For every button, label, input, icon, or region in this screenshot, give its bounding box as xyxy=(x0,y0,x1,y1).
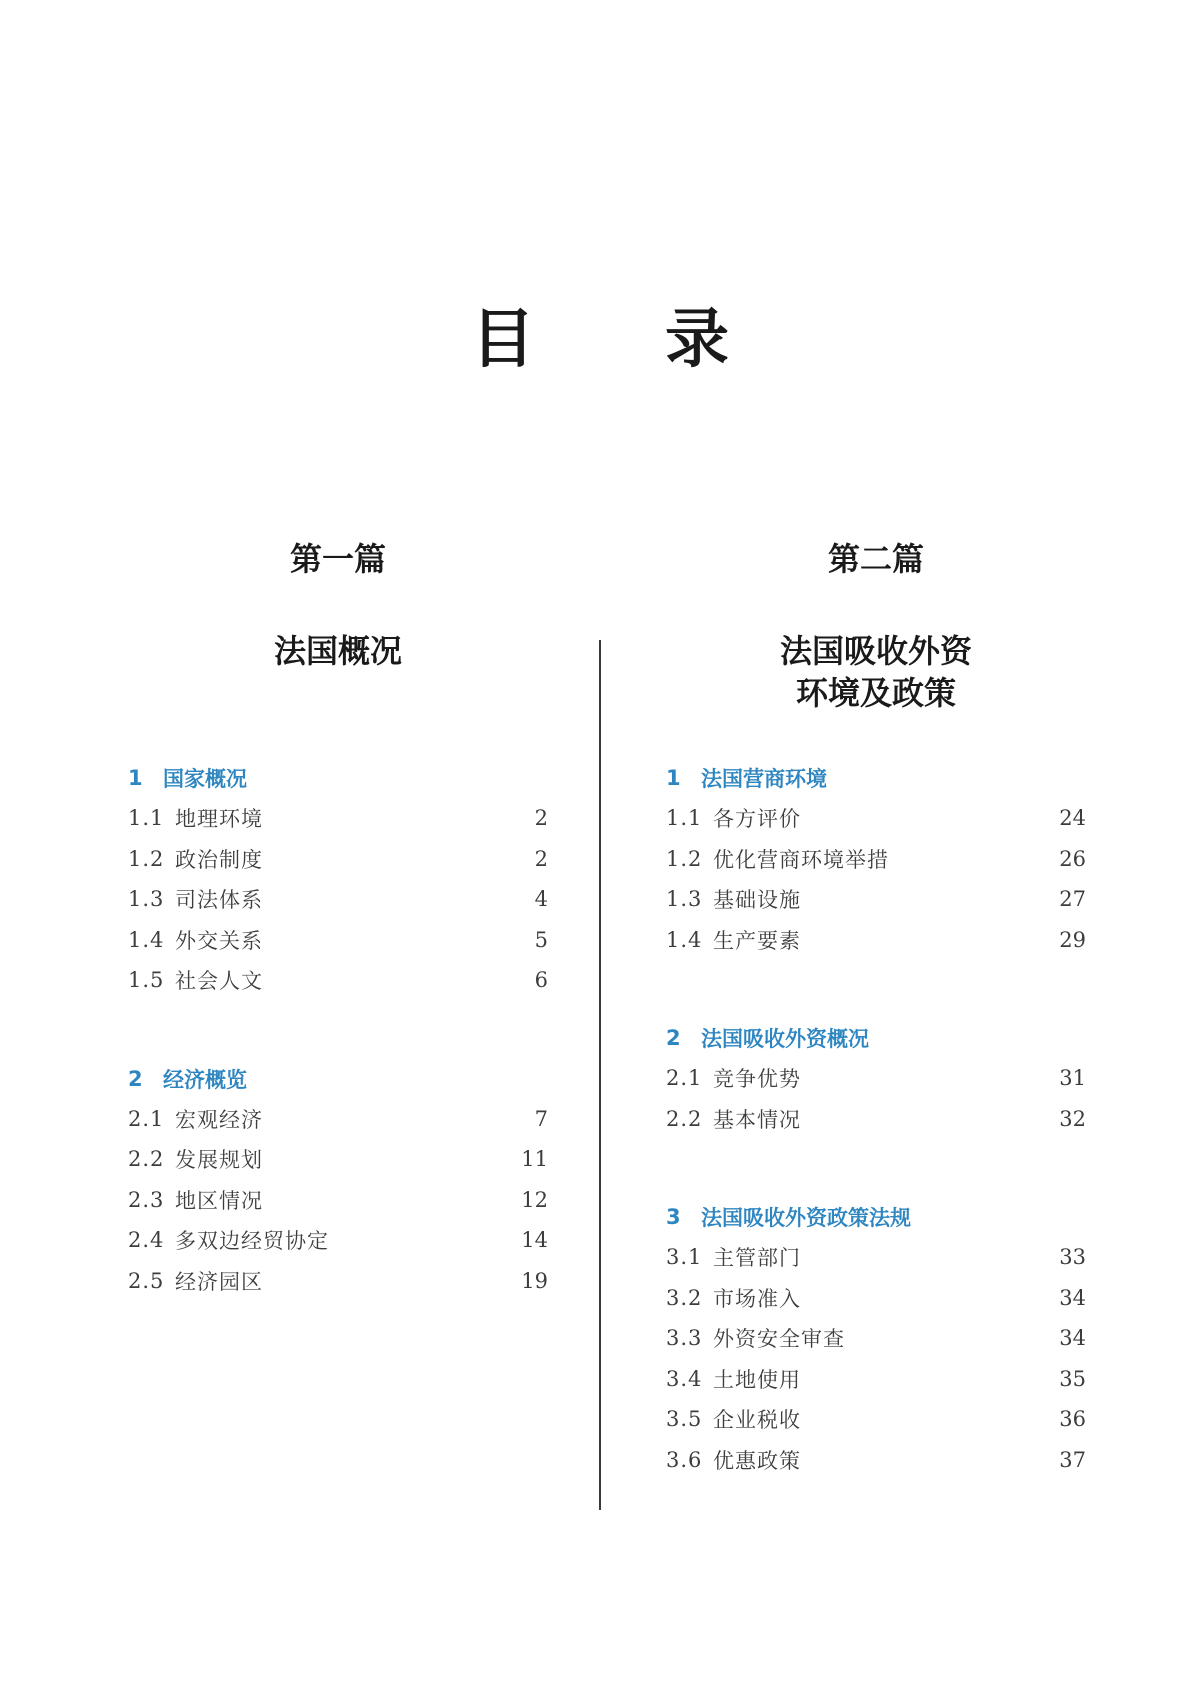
toc-entry[interactable] xyxy=(666,920,1086,961)
entry-number: 2.3 xyxy=(128,1187,165,1212)
entry-label: 基本情况 xyxy=(713,1107,801,1132)
entry-number: 2.4 xyxy=(128,1228,165,1253)
toc-entry[interactable] xyxy=(666,1099,1086,1140)
section-heading[interactable] xyxy=(128,758,548,798)
entry-label: 社会人文 xyxy=(175,969,263,994)
toc-entry[interactable] xyxy=(128,798,548,839)
section-title: 经济概览 xyxy=(163,1067,247,1092)
toc-entry[interactable] xyxy=(128,1220,548,1261)
section-heading[interactable] xyxy=(666,1197,1086,1237)
toc-entry[interactable] xyxy=(666,1440,1086,1481)
section-number: 3 xyxy=(666,1205,681,1229)
toc-section xyxy=(666,1197,1086,1480)
entry-number: 3.1 xyxy=(666,1245,703,1270)
toc-entry[interactable] xyxy=(666,1359,1086,1400)
toc-sections xyxy=(666,758,1086,1480)
part-title-line: 法国概况 xyxy=(273,632,402,670)
toc-section xyxy=(128,758,548,1001)
entry-page-number: 11 xyxy=(521,1147,548,1172)
entry-page-number: 7 xyxy=(534,1106,548,1131)
section-number: 1 xyxy=(666,766,681,790)
toc-entry[interactable] xyxy=(666,879,1086,920)
toc-entry[interactable] xyxy=(128,1099,548,1140)
part-label: 第一篇 xyxy=(289,540,386,578)
toc-entry[interactable] xyxy=(666,839,1086,880)
entry-number: 1.4 xyxy=(666,927,703,952)
entry-page-number: 35 xyxy=(1059,1366,1086,1391)
section-heading[interactable] xyxy=(666,1018,1086,1058)
entry-label: 多双边经贸协定 xyxy=(175,1229,329,1254)
entry-label: 基础设施 xyxy=(713,888,801,913)
section-title: 国家概况 xyxy=(163,767,247,791)
entry-label: 各方评价 xyxy=(713,807,801,832)
toc-section xyxy=(666,1018,1086,1139)
toc-entry[interactable] xyxy=(666,1318,1086,1359)
entry-page-number: 24 xyxy=(1059,806,1086,831)
entry-number: 2.1 xyxy=(128,1106,165,1131)
entry-label: 发展规划 xyxy=(175,1148,263,1173)
toc-entry[interactable] xyxy=(666,1399,1086,1440)
entry-page-number: 19 xyxy=(521,1268,548,1293)
toc-entry[interactable] xyxy=(666,1058,1086,1099)
toc-entry[interactable] xyxy=(128,960,548,1001)
section-heading[interactable] xyxy=(128,1059,548,1099)
entry-page-number: 34 xyxy=(1059,1285,1086,1310)
entry-label: 地区情况 xyxy=(175,1188,263,1213)
entry-number: 1.3 xyxy=(128,887,165,912)
entry-page-number: 26 xyxy=(1059,846,1086,871)
section-heading[interactable] xyxy=(666,758,1086,798)
entry-label: 主管部门 xyxy=(713,1246,801,1271)
entry-number: 1.3 xyxy=(666,887,703,912)
entry-page-number: 14 xyxy=(521,1228,548,1253)
page-title: 目录 xyxy=(471,302,859,377)
toc-entry[interactable] xyxy=(666,1278,1086,1319)
entry-label: 土地使用 xyxy=(713,1367,801,1392)
part-title xyxy=(666,630,1086,714)
entry-label: 地理环境 xyxy=(175,807,263,832)
part-label: 第二篇 xyxy=(827,540,924,578)
entry-page-number: 34 xyxy=(1059,1326,1086,1351)
entry-page-number: 33 xyxy=(1059,1245,1086,1270)
entry-label: 优化营商环境举措 xyxy=(713,847,889,872)
entry-page-number: 5 xyxy=(534,927,548,952)
entry-label: 市场准入 xyxy=(713,1286,801,1311)
entry-number: 3.6 xyxy=(666,1447,703,1472)
toc-entry[interactable] xyxy=(666,798,1086,839)
entry-number: 1.5 xyxy=(128,968,165,993)
entry-page-number: 32 xyxy=(1059,1106,1086,1131)
entry-number: 2.2 xyxy=(666,1106,703,1131)
toc-section xyxy=(666,758,1086,960)
entry-number: 2.5 xyxy=(128,1268,165,1293)
entry-number: 2.1 xyxy=(666,1066,703,1091)
entry-label: 宏观经济 xyxy=(175,1107,263,1132)
entry-page-number: 36 xyxy=(1059,1407,1086,1432)
entry-number: 3.2 xyxy=(666,1285,703,1310)
toc-entry[interactable] xyxy=(128,1139,548,1180)
section-number: 2 xyxy=(128,1066,143,1091)
entry-label: 优惠政策 xyxy=(713,1448,801,1473)
entry-page-number: 31 xyxy=(1059,1066,1086,1091)
toc-entry[interactable] xyxy=(128,839,548,880)
toc-sections xyxy=(128,758,548,1301)
entry-label: 生产要素 xyxy=(713,928,801,953)
entry-number: 3.5 xyxy=(666,1407,703,1432)
entry-number: 1.1 xyxy=(666,806,703,831)
section-title: 法国吸收外资政策法规 xyxy=(701,1206,911,1230)
entry-page-number: 37 xyxy=(1059,1447,1086,1472)
toc-entry[interactable] xyxy=(128,920,548,961)
entry-label: 司法体系 xyxy=(175,888,263,913)
section-title: 法国营商环境 xyxy=(701,767,827,791)
entry-page-number: 6 xyxy=(534,968,548,993)
entry-label: 外交关系 xyxy=(175,928,263,953)
toc-entry[interactable] xyxy=(128,879,548,920)
entry-label: 外资安全审查 xyxy=(713,1327,845,1352)
toc-entry[interactable] xyxy=(666,1237,1086,1278)
entry-page-number: 27 xyxy=(1059,887,1086,912)
entry-page-number: 2 xyxy=(534,846,548,871)
entry-page-number: 2 xyxy=(534,806,548,831)
section-number: 2 xyxy=(666,1026,681,1050)
entry-label: 企业税收 xyxy=(713,1408,801,1433)
toc-entry[interactable] xyxy=(128,1261,548,1302)
section-number: 1 xyxy=(128,766,143,790)
entry-number: 2.2 xyxy=(128,1147,165,1172)
part-title-line: 法国吸收外资 xyxy=(779,632,972,670)
entry-number: 3.3 xyxy=(666,1326,703,1351)
entry-label: 政治制度 xyxy=(175,847,263,872)
toc-entry[interactable] xyxy=(128,1180,548,1221)
column-divider xyxy=(599,640,601,1510)
entry-label: 竞争优势 xyxy=(713,1067,801,1092)
entry-label: 经济园区 xyxy=(175,1269,263,1294)
entry-number: 1.1 xyxy=(128,806,165,831)
part-title xyxy=(128,630,548,672)
part-title-line: 环境及政策 xyxy=(795,674,956,712)
entry-number: 1.2 xyxy=(128,846,165,871)
section-title: 法国吸收外资概况 xyxy=(701,1027,869,1051)
entry-page-number: 4 xyxy=(534,887,548,912)
entry-number: 1.4 xyxy=(128,927,165,952)
entry-number: 1.2 xyxy=(666,846,703,871)
entry-page-number: 12 xyxy=(521,1187,548,1212)
entry-number: 3.4 xyxy=(666,1366,703,1391)
toc-section xyxy=(128,1059,548,1302)
entry-page-number: 29 xyxy=(1059,927,1086,952)
